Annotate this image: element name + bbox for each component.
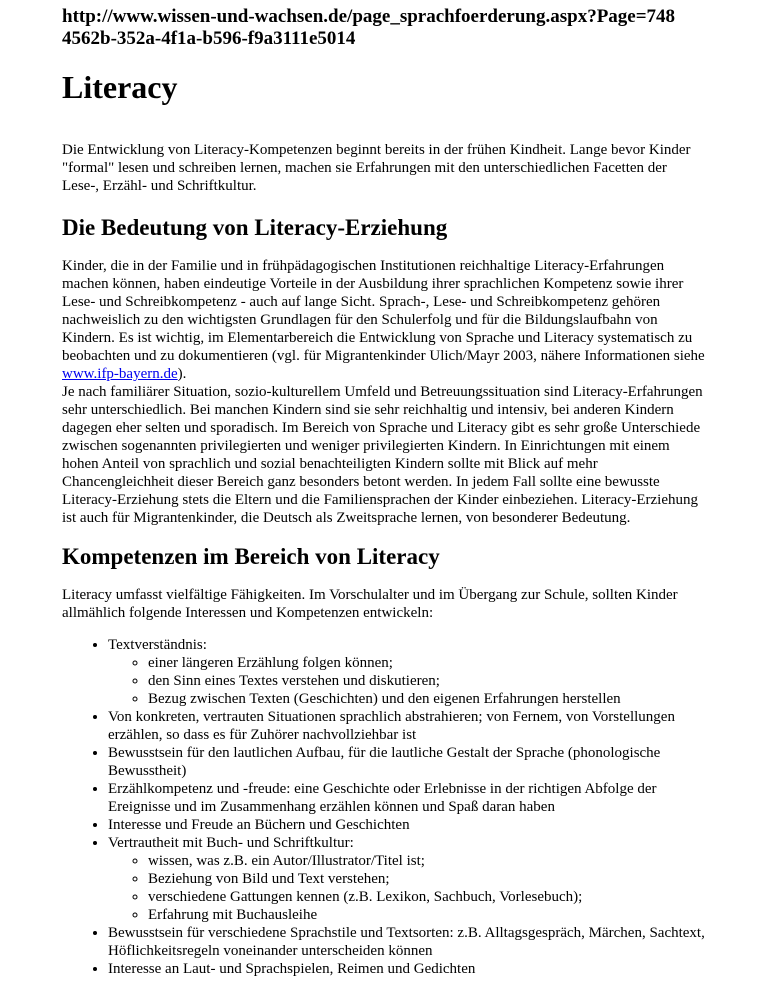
- sub-list-item: ◦ Erfahrung mit Buchausleihe: [148, 906, 706, 924]
- source-url: http://www.wissen-und-wachsen.de/page_sprachfoerderung.aspx?Page=7484562b-352a-4f1a-b596-f9a3111e5014: [62, 6, 676, 49]
- bedeutung-text-b: Je nach familiärer Situation, sozio-kulturellem Umfeld und Betreuungssituation sind Literacy-Erfahrungen sehr unterschiedlich. Bei manchen Kindern sind sie sehr reichhaltig und intensiv, bei anderen Kindern dagegen eher selten und sporadisch. Im Bereich von Sprache und Literacy gibt es sehr große Unterschiede zwischen sogenannten privilegierten und weniger privilegierten Kindern. In Einrichtungen mit einem hohen Anteil von sprachlich und sozial benachteiligten Kindern sollte mit Blick auf mehr Chancengleichheit dieser Bereich ganz besonders betont werden. In jedem Fall sollte eine bewusste Literacy-Erziehung stets die Eltern und die Familiensprachen der Kinder einbeziehen. Literacy-Erziehung ist auch für Migrantenkinder, die Deutsch als Zweitsprache lernen, von besonderer Bedeutung.: [62, 384, 703, 526]
- list-item-text: Textverständnis:: [108, 637, 207, 653]
- list-item: [108, 924, 706, 960]
- list-item-text: Von konkreten, vertrauten Situationen sprachlich abstrahieren; von Fernem, von Vorstellungen erzählen, so dass es für Zuhörer nachvollziehbar ist: [108, 709, 675, 743]
- list-item: [108, 816, 706, 834]
- list-item: [108, 834, 706, 924]
- sub-list: [108, 654, 706, 708]
- list-item-text: Interesse an Laut- und Sprachspielen, Reimen und Gedichten: [108, 961, 476, 977]
- list-item-text: Vertrautheit mit Buch- und Schriftkultur:: [108, 835, 354, 851]
- section-heading-bedeutung: Die Bedeutung von Literacy-Erziehung: [62, 215, 448, 240]
- bedeutung-text-a-end: ).: [177, 366, 187, 382]
- kompetenzen-paragraph: Literacy umfasst vielfältige Fähigkeiten. Im Vorschulalter und im Übergang zur Schule, sollten Kinder allmählich folgende Interessen und Kompetenzen entwickeln:: [62, 587, 678, 621]
- sub-list-item: ◦ einer längeren Erzählung folgen können;: [148, 654, 706, 672]
- ifp-bayern-link[interactable]: www.ifp-bayern.de: [62, 366, 178, 382]
- list-item: [108, 708, 706, 744]
- list-item-text: Bewusstsein für verschiedene Sprachstile und Textsorten: z.B. Alltagsgespräch, Märchen, Sachtext, Höflichkeitsregeln voneinander unterscheiden können: [108, 925, 705, 959]
- bedeutung-paragraph: [62, 257, 706, 527]
- page-title: Literacy: [62, 69, 178, 105]
- list-item-text: Erzählkompetenz und -freude: eine Geschichte oder Erlebnisse in der richtigen Abfolge der Ereignisse und im Zusammenhang erzählen können und Spaß daran haben: [108, 781, 657, 815]
- list-item-text: Interesse und Freude an Büchern und Geschichten: [108, 817, 410, 833]
- sub-list-item: ◦ Bezug zwischen Texten (Geschichten) und den eigenen Erfahrungen herstellen: [148, 690, 706, 708]
- list-item: [108, 636, 706, 708]
- sub-list-item: ◦ Beziehung von Bild und Text verstehen;: [148, 870, 706, 888]
- sub-list-item: ◦ den Sinn eines Textes verstehen und diskutieren;: [148, 672, 706, 690]
- list-item-text: Bewusstsein für den lautlichen Aufbau, für die lautliche Gestalt der Sprache (phonologische Bewusstheit): [108, 745, 661, 779]
- sub-list-item: ◦ verschiedene Gattungen kennen (z.B. Lexikon, Sachbuch, Vorlesebuch);: [148, 888, 706, 906]
- bedeutung-text-a: Kinder, die in der Familie und in frühpädagogischen Institutionen reichhaltige Literacy-Erfahrungen machen können, haben eindeutige Vorteile in der Ausbildung ihrer sprachlichen Kompetenz sowie ihrer Lese- und Schreibkompetenz - auch auf lange Sicht. Sprach-, Lese- und Schreibkompetenz gehören nachweislich zu den wichtigsten Grundlagen für den Schulerfolg und für die Bildungslaufbahn von Kindern. Es ist wichtig, im Elementarbereich die Entwicklung von Sprache und Literacy systematisch zu beobachten und zu dokumentieren (vgl. für Migrantenkinder Ulich/Mayr 2003, nähere Informationen siehe: [62, 258, 705, 364]
- section-heading-kompetenzen: Kompetenzen im Bereich von Literacy: [62, 544, 440, 569]
- sub-list: [108, 852, 706, 924]
- sub-list-item: ◦ wissen, was z.B. ein Autor/Illustrator/Titel ist;: [148, 852, 706, 870]
- list-item: [108, 960, 706, 978]
- list-item: [108, 744, 706, 780]
- competence-list: [62, 636, 706, 978]
- intro-paragraph: Die Entwicklung von Literacy-Kompetenzen beginnt bereits in der frühen Kindheit. Lange bevor Kinder "formal" lesen und schreiben lernen, machen sie Erfahrungen mit den unterschiedlichen Facetten der Lese-, Erzähl- und Schriftkultur.: [62, 142, 691, 194]
- list-item: [108, 780, 706, 816]
